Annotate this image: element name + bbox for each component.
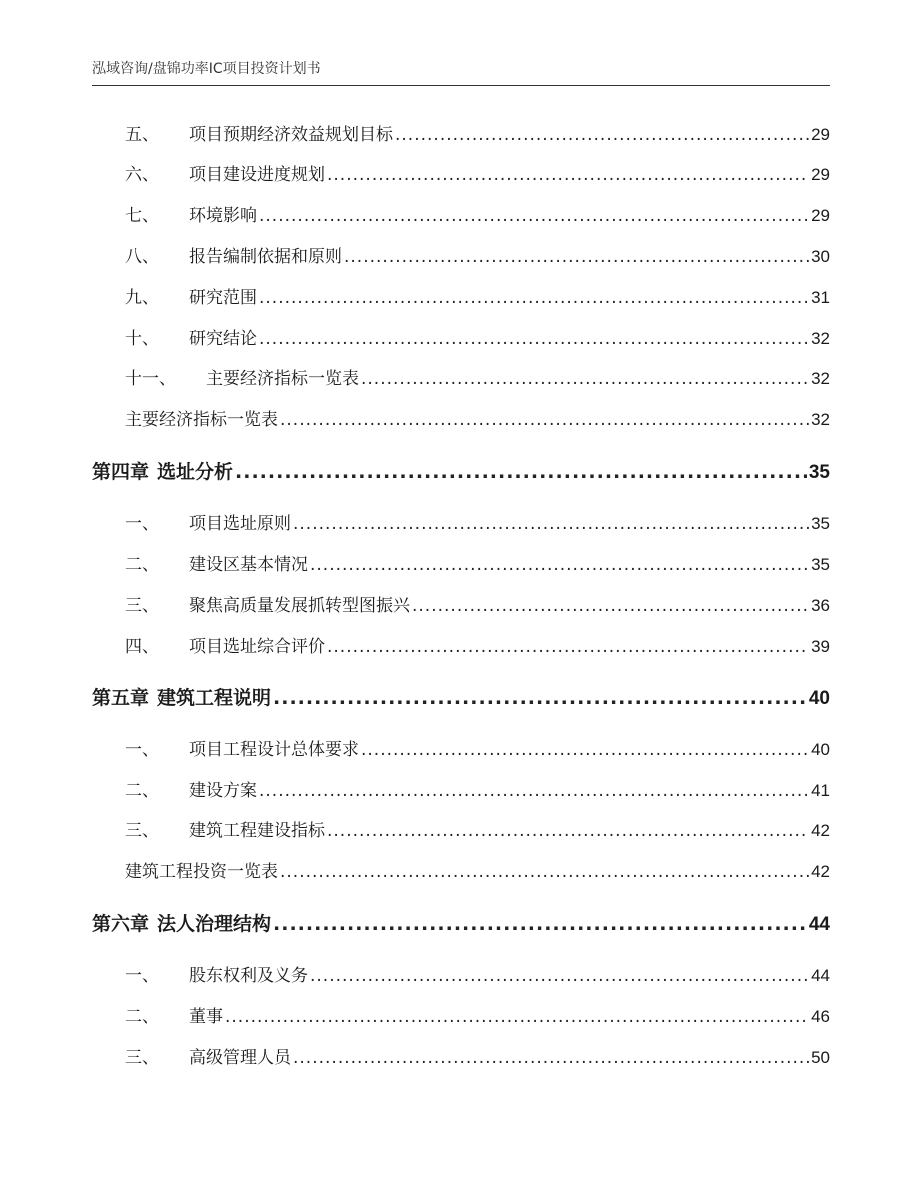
toc-leader-dots [259, 204, 809, 228]
toc-entry-title: 项目选址综合评价 [189, 637, 325, 657]
toc-entry-title: 项目预期经济效益规划目标 [189, 125, 393, 145]
toc-entry-label [125, 408, 278, 432]
toc-leader-dots [273, 686, 807, 710]
toc-entry-label [125, 1005, 223, 1029]
toc-entry-number: 一、 [125, 740, 159, 760]
toc-entry-title: 项目选址原则 [189, 514, 291, 534]
toc-entry-number: 六、 [125, 165, 159, 185]
toc-entry[interactable] [125, 204, 830, 228]
toc-leader-dots [310, 553, 809, 577]
running-header: 泓域咨询/盘锦功率IC项目投资计划书 [92, 61, 321, 77]
toc-entry-label [125, 779, 257, 803]
toc-entry-number: 七、 [125, 206, 159, 226]
toc-entry[interactable] [125, 553, 830, 577]
toc-leader-dots [225, 1005, 809, 1029]
toc-page-number: 46 [811, 1007, 830, 1026]
toc-page-number: 42 [811, 862, 830, 881]
toc-entry-title: 法人治理结构 [157, 913, 272, 935]
toc-entry[interactable] [125, 367, 830, 391]
toc-entry-label [125, 594, 410, 618]
toc-entry-number: 三、 [125, 1048, 159, 1068]
toc-entry-label [125, 819, 325, 843]
toc-entry[interactable] [125, 1005, 830, 1029]
toc-entry[interactable] [125, 738, 830, 762]
toc-leader-dots [327, 819, 809, 843]
toc-page-number: 41 [811, 781, 830, 800]
toc-leader-dots [259, 286, 809, 310]
toc-entry-title: 主要经济指标一览表 [125, 410, 278, 430]
toc-entry-label [125, 738, 359, 762]
toc-page-number: 29 [811, 125, 830, 144]
toc-entry-number: 一、 [125, 514, 159, 534]
toc-page-number: 36 [811, 596, 830, 615]
toc-entry-label [125, 635, 325, 659]
toc-entry-label [125, 1046, 291, 1070]
toc-entry-title: 建设区基本情况 [189, 555, 308, 575]
toc-entry-title: 选址分析 [157, 461, 234, 483]
toc-entry-label [125, 245, 342, 269]
toc-entry[interactable] [125, 964, 830, 988]
toc-entry-number: 第五章 [92, 687, 150, 709]
toc-leader-dots [361, 738, 809, 762]
toc-entry-label [92, 686, 271, 710]
toc-page-number: 35 [811, 555, 830, 574]
toc-entry-title: 建筑工程建设指标 [189, 821, 325, 841]
toc-entry[interactable] [125, 860, 830, 884]
toc-chapter-entry[interactable] [92, 686, 830, 711]
toc-entry[interactable] [125, 245, 830, 269]
toc-entry-label [125, 553, 308, 577]
toc-entry-number: 一、 [125, 966, 159, 986]
toc-leader-dots [310, 964, 809, 988]
toc-leader-dots [327, 635, 809, 659]
toc-entry-number: 第四章 [92, 461, 150, 483]
toc-page-number: 29 [811, 206, 830, 225]
toc-entry-number: 第六章 [92, 913, 150, 935]
toc-entry-label [92, 912, 271, 936]
toc-entry-title: 项目工程设计总体要求 [189, 740, 359, 760]
toc-entry-label [125, 163, 325, 187]
toc-page-number: 31 [811, 288, 830, 307]
toc-page-number: 44 [808, 914, 830, 935]
toc-entry-title: 报告编制依据和原则 [189, 247, 342, 267]
toc-entry-number: 十一、 [125, 369, 176, 389]
toc-entry-title: 股东权利及义务 [189, 966, 308, 986]
toc-page-number: 32 [811, 410, 830, 429]
toc-leader-dots [395, 123, 809, 147]
toc-entry[interactable] [125, 327, 830, 351]
toc-entry-number: 二、 [125, 1007, 159, 1027]
toc-leader-dots [280, 408, 809, 432]
toc-entry-title: 主要经济指标一览表 [206, 369, 359, 389]
toc-entry-label [92, 460, 233, 484]
toc-entry-label [125, 204, 257, 228]
toc-leader-dots [280, 860, 809, 884]
toc-entry-title: 建筑工程说明 [157, 687, 272, 709]
toc-entry-title: 建筑工程投资一览表 [125, 862, 278, 882]
header-rule [92, 85, 830, 86]
toc-leader-dots [293, 1046, 809, 1070]
toc-chapter-entry[interactable] [92, 912, 830, 937]
toc-entry-label [125, 327, 257, 351]
toc-entry-number: 十、 [125, 329, 159, 349]
toc-entry-number: 三、 [125, 821, 159, 841]
toc-entry[interactable] [125, 286, 830, 310]
toc-entry-label [125, 860, 278, 884]
toc-leader-dots [273, 912, 807, 936]
toc-entry-label [125, 286, 257, 310]
toc-entry-title: 董事 [189, 1007, 223, 1027]
toc-page-number: 32 [811, 369, 830, 388]
toc-entry[interactable] [125, 819, 830, 843]
toc-page-number: 40 [811, 740, 830, 759]
toc-entry-title: 高级管理人员 [189, 1048, 291, 1068]
toc-leader-dots [259, 779, 809, 803]
toc-entry-number: 二、 [125, 555, 159, 575]
toc-leader-dots [361, 367, 809, 391]
toc-page-number: 32 [811, 329, 830, 348]
toc-leader-dots [344, 245, 809, 269]
toc-entry[interactable] [125, 594, 830, 618]
toc-entry[interactable] [125, 779, 830, 803]
toc-entry-number: 三、 [125, 596, 159, 616]
toc-entry-number: 九、 [125, 288, 159, 308]
toc-leader-dots [235, 460, 807, 484]
toc-chapter-entry[interactable] [92, 460, 830, 485]
toc-page-number: 29 [811, 165, 830, 184]
toc-leader-dots [293, 512, 809, 536]
toc-entry-title: 建设方案 [189, 781, 257, 801]
toc-page-number: 35 [811, 514, 830, 533]
toc-page-number: 39 [811, 637, 830, 656]
toc-entry-number: 五、 [125, 125, 159, 145]
toc-entry[interactable] [125, 635, 830, 659]
toc-entry-title: 环境影响 [189, 206, 257, 226]
toc-page-number: 30 [811, 247, 830, 266]
toc-entry-number: 八、 [125, 247, 159, 267]
toc-entry-number: 四、 [125, 637, 159, 657]
toc-page-number: 35 [808, 462, 830, 483]
toc-entry[interactable] [125, 408, 830, 432]
toc-leader-dots [259, 327, 809, 351]
toc-leader-dots [327, 163, 809, 187]
toc-entry[interactable] [125, 512, 830, 536]
toc-entry-label [125, 512, 291, 536]
toc-entry-title: 研究结论 [189, 329, 257, 349]
toc-entry[interactable] [125, 163, 830, 187]
toc-entry-number: 二、 [125, 781, 159, 801]
toc-page-number: 40 [808, 688, 830, 709]
toc-entry-title: 聚焦高质量发展抓转型图振兴 [189, 596, 410, 616]
toc-entry-label [125, 367, 359, 391]
toc-entry-label [125, 964, 308, 988]
toc-page-number: 44 [811, 966, 830, 985]
toc-entry-title: 研究范围 [189, 288, 257, 308]
toc-entry-title: 项目建设进度规划 [189, 165, 325, 185]
toc-entry[interactable] [125, 1046, 830, 1070]
toc-entry[interactable] [125, 123, 830, 147]
toc-leader-dots [412, 594, 809, 618]
toc-page-number: 42 [811, 821, 830, 840]
toc-entry-label [125, 123, 393, 147]
toc-page-number: 50 [811, 1048, 830, 1067]
